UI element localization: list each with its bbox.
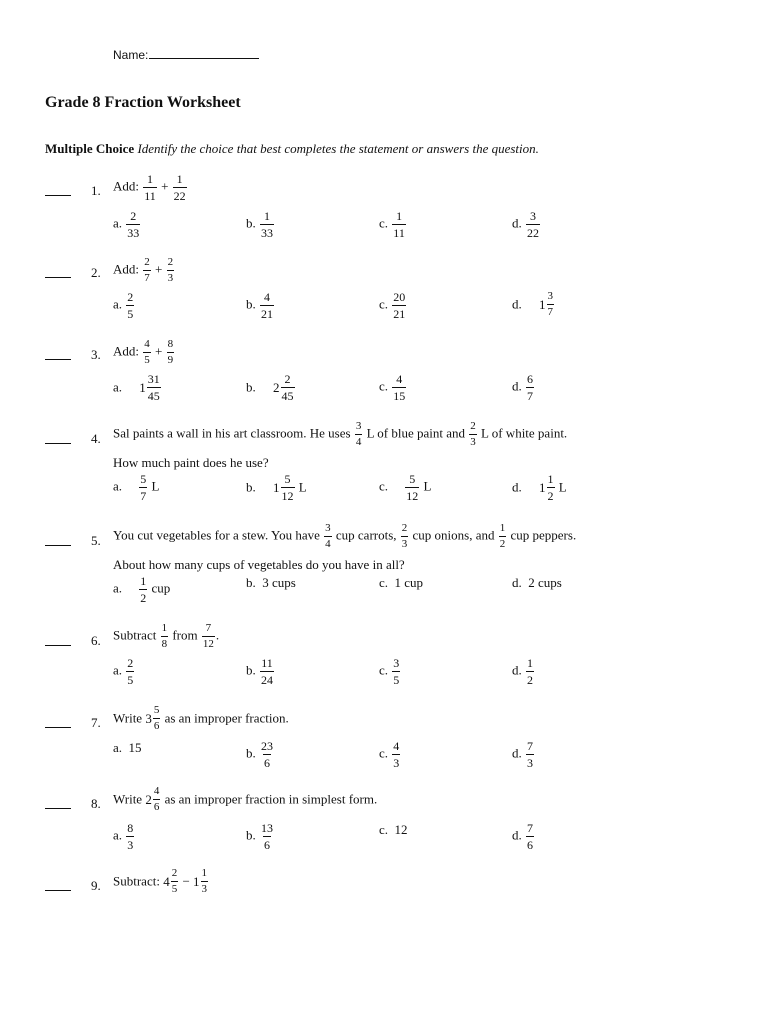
question-number: 2. — [91, 265, 101, 280]
fraction: $\frac{7}{3}$ — [527, 739, 533, 770]
fraction: $\frac{8}{3}$ — [127, 821, 134, 852]
question-stem — [113, 339, 175, 366]
question-stem — [113, 173, 188, 202]
fraction: $\frac{7}{6}$ — [527, 821, 533, 852]
operator: + — [155, 343, 163, 359]
fraction: $\frac{4}{3}$ — [393, 739, 400, 770]
choice-b: b. $\frac{4}{21}$ — [246, 290, 273, 321]
fraction: $\frac{3}{4}$ — [325, 522, 331, 550]
question-number: 4. — [91, 431, 101, 446]
question-stem-line2: About how many cups of vegetables do you have in all? — [113, 557, 405, 572]
mixed-number: 1 $\frac{1}{2}$ — [539, 472, 554, 503]
mixed-number: 1 $\frac{1}{3}$ — [193, 867, 208, 895]
name-label: Name: — [113, 48, 149, 62]
choice-c: c. $\frac{3}{5}$ — [379, 656, 400, 687]
question-stem: Write 2 $\frac{4}{6}$ as an improper fraction in simplest form. — [113, 785, 378, 813]
fraction: $\frac{11}{24}$ — [261, 656, 273, 687]
fraction: $\frac{2}{5}$ — [171, 867, 178, 895]
choice-c: c. $\frac{5}{12}$ L — [379, 472, 432, 503]
choice-c: c. $\frac{4}{3}$ — [379, 739, 400, 770]
fraction: $\frac{5}{12}$ — [406, 472, 419, 503]
choice-a: a. $\frac{8}{3}$ — [113, 821, 134, 852]
fraction: $\frac{5}{12}$ — [281, 472, 294, 503]
answer-blank — [45, 545, 71, 546]
operator: − — [182, 873, 190, 889]
fraction: $\frac{1}{11}$ — [393, 209, 405, 240]
fraction: $\frac{7}{12}$ — [202, 622, 214, 650]
fraction: $\frac{4}{6}$ — [153, 785, 160, 813]
choice-b: b. $\frac{23}{6}$ — [246, 739, 273, 770]
question-stem: Sal paints a wall in his art classroom. He uses $\frac{3}{4}$ L of blue paint and $\frac{2}{3}$ L of white paint. — [113, 420, 568, 448]
fraction: $\frac{2}{7}$ — [144, 256, 150, 284]
choice-d: d. $\frac{7}{6}$ — [512, 821, 533, 852]
fraction: $\frac{2}{3}$ — [401, 522, 408, 550]
fraction: $\frac{3}{22}$ — [527, 209, 539, 240]
choice-b: b. $\frac{11}{24}$ — [246, 656, 273, 687]
fraction: $\frac{31}{45}$ — [147, 372, 160, 403]
fraction: $\frac{3}{7}$ — [547, 290, 553, 318]
section-instructions — [45, 141, 539, 157]
fraction: $\frac{23}{6}$ — [261, 739, 273, 770]
fraction: $\frac{2}{33}$ — [127, 209, 140, 240]
question-number: 6. — [91, 633, 101, 648]
fraction: $\frac{1}{33}$ — [261, 209, 273, 240]
question-stem: You cut vegetables for a stew. You have $\frac{3}{4}$ cup carrots, $\frac{2}{3}$ cup onions, and $\frac{1}{2}$ cup peppers. — [113, 522, 577, 550]
choice-b: b. 2 $\frac{2}{45}$ — [246, 372, 294, 403]
fraction: $\frac{1}{2}$ — [140, 574, 147, 605]
mixed-number: 1 $\frac{5}{12}$ — [273, 472, 294, 503]
fraction: $\frac{1}{2}$ — [499, 522, 506, 550]
choice-b: b. $\frac{13}{6}$ — [246, 821, 273, 852]
fraction: $\frac{1}{22}$ — [173, 172, 186, 203]
section-heading: Multiple Choice — [45, 141, 135, 156]
question-number: 5. — [91, 533, 101, 548]
fraction: $\frac{1}{2}$ — [547, 472, 554, 503]
choice-a: a. 15 — [113, 740, 142, 755]
fraction: $\frac{20}{21}$ — [393, 290, 406, 321]
question-stem: Subtract $\frac{1}{8}$ from $\frac{7}{12}$ . — [113, 622, 220, 650]
page-title: Grade 8 Fraction Worksheet — [45, 94, 241, 111]
fraction: $\frac{5}{6}$ — [153, 704, 160, 732]
mixed-number: 4 $\frac{2}{5}$ — [163, 867, 178, 895]
question-stem-line2: How much paint does he use? — [113, 455, 269, 470]
choice-d: d. $\frac{6}{7}$ — [512, 372, 533, 403]
choice-c: c. $\frac{1}{11}$ — [379, 209, 405, 240]
choice-a: a. $\frac{2}{33}$ — [113, 209, 140, 240]
choice-a: a. $\frac{5}{7}$ L — [113, 472, 160, 503]
answer-blank — [45, 727, 71, 728]
answer-blank — [45, 277, 71, 278]
question-number: 3. — [91, 347, 101, 362]
question-prompt: Add: — [113, 261, 139, 277]
answer-blank — [45, 645, 71, 646]
answer-blank — [45, 195, 71, 196]
fraction: $\frac{1}{3}$ — [201, 867, 208, 895]
answer-blank — [45, 808, 71, 809]
choice-d: d. 1 $\frac{3}{7}$ — [512, 290, 553, 318]
question-number: 9. — [91, 878, 101, 893]
choice-d: d. $\frac{7}{3}$ — [512, 739, 533, 770]
fraction: $\frac{13}{6}$ — [261, 821, 273, 852]
question-number: 8. — [91, 796, 101, 811]
question-stem: Subtract: 4 $\frac{2}{5}$ − 1 $\frac{1}{3}$ — [113, 867, 208, 895]
fraction: $\frac{1}{2}$ — [527, 656, 533, 687]
mixed-number: 3 $\frac{5}{6}$ — [145, 704, 160, 732]
choice-d: d. $\frac{3}{22}$ — [512, 209, 539, 240]
choice-d: d. 2 cups — [512, 575, 562, 590]
fraction: $\frac{4}{21}$ — [261, 290, 273, 321]
fraction: $\frac{2}{45}$ — [281, 372, 294, 403]
fraction: $\frac{4}{15}$ — [393, 372, 406, 403]
answer-blank — [45, 359, 71, 360]
fraction: $\frac{3}{4}$ — [355, 420, 362, 448]
choice-d: d. $\frac{1}{2}$ — [512, 656, 533, 687]
choice-b: b. $\frac{1}{33}$ — [246, 209, 273, 240]
choice-a: a. $\frac{2}{5}$ — [113, 656, 134, 687]
fraction: $\frac{2}{5}$ — [127, 290, 134, 321]
choice-b: b. 1 $\frac{5}{12}$ L — [246, 472, 307, 503]
operator: + — [161, 178, 169, 194]
fraction: $\frac{4}{5}$ — [144, 338, 150, 366]
fraction: $\frac{5}{7}$ — [140, 472, 147, 503]
name-field — [113, 48, 259, 62]
choice-a: a. $\frac{2}{5}$ — [113, 290, 134, 321]
answer-blank — [45, 443, 71, 444]
choice-d: d. 1 $\frac{1}{2}$ L — [512, 472, 567, 503]
choice-a: a. $\frac{1}{2}$ cup — [113, 574, 171, 605]
question-prompt: Add: — [113, 178, 139, 194]
choice-b: b. 3 cups — [246, 575, 296, 590]
mixed-number: 2 $\frac{4}{6}$ — [145, 785, 160, 813]
mixed-number: 1 $\frac{31}{45}$ — [139, 372, 160, 403]
mixed-number: 1 $\frac{3}{7}$ — [539, 290, 553, 318]
name-blank-line — [149, 48, 259, 59]
answer-blank — [45, 890, 71, 891]
choice-c: c. 1 cup — [379, 575, 424, 590]
instructions-text: Identify the choice that best completes the statement or answers the question. — [137, 141, 539, 156]
question-prompt: Add: — [113, 343, 139, 359]
question-stem — [113, 257, 175, 284]
question-stem: Write 3 $\frac{5}{6}$ as an improper fraction. — [113, 704, 289, 732]
choice-a: a. 1 $\frac{31}{45}$ — [113, 372, 160, 403]
fraction: $\frac{8}{9}$ — [167, 338, 174, 366]
fraction: $\frac{1}{11}$ — [144, 172, 156, 203]
fraction: $\frac{2}{3}$ — [470, 420, 476, 448]
fraction: $\frac{6}{7}$ — [527, 372, 533, 403]
question-number: 1. — [91, 183, 101, 198]
fraction: $\frac{1}{8}$ — [161, 622, 168, 650]
fraction: $\frac{2}{5}$ — [127, 656, 134, 687]
choice-c: c. $\frac{4}{15}$ — [379, 372, 406, 403]
question-number: 7. — [91, 715, 101, 730]
mixed-number: 2 $\frac{2}{45}$ — [273, 372, 294, 403]
choice-c: c. $\frac{20}{21}$ — [379, 290, 406, 321]
fraction: $\frac{3}{5}$ — [393, 656, 400, 687]
fraction: $\frac{2}{3}$ — [167, 256, 174, 284]
operator: + — [155, 261, 163, 277]
choice-c: c. 12 — [379, 822, 408, 837]
